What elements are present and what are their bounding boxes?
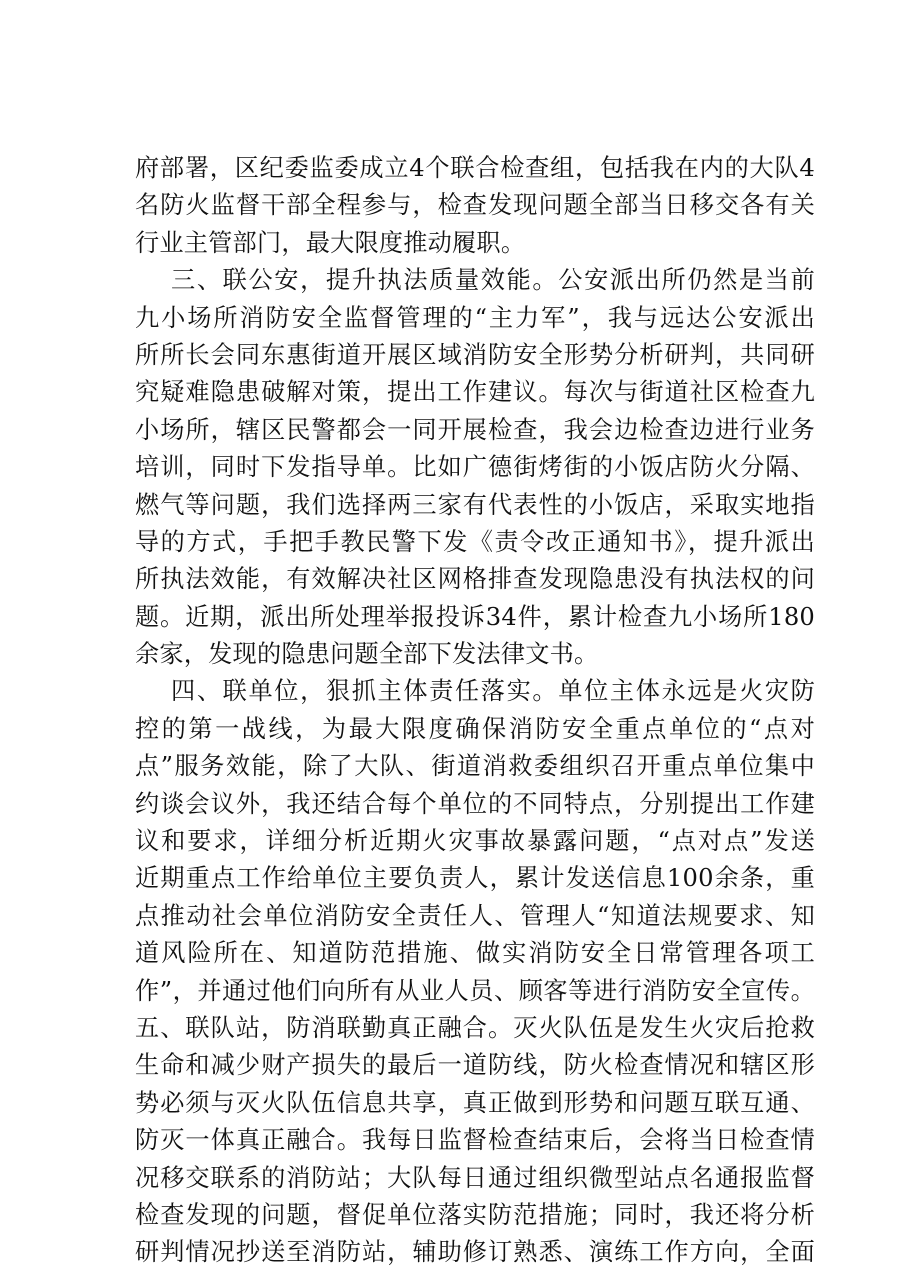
text-line: 小场所，辖区民警都会一同开展检查，我会边检查边进行业务 <box>135 415 815 444</box>
text-line: 研判情况抄送至消防站，辅助修订熟悉、演练工作方向，全面 <box>135 1238 815 1267</box>
text-line: 九小场所消防安全监督管理的“主力军”，我与远达公安派出 <box>135 303 815 332</box>
text-line: 生命和减少财产损失的最后一道防线，防火检查情况和辖区形 <box>135 1051 815 1080</box>
document-body <box>135 150 815 1272</box>
text-line: 约谈会议外，我还结合每个单位的不同特点，分别提出工作建 <box>135 789 815 818</box>
text-line: 议和要求，详细分析近期火灾事故暴露问题，“点对点”发送 <box>135 827 815 856</box>
text-line: 控的第一战线，为最大限度确保消防安全重点单位的“点对 <box>135 714 815 743</box>
text-line: 所执法效能，有效解决社区网格排查发现隐患没有执法权的问 <box>135 565 815 594</box>
text-line: 点推动社会单位消防安全责任人、管理人“知道法规要求、知 <box>135 901 815 930</box>
text-line: 培训，同时下发指导单。比如广德街烤街的小饭店防火分隔、 <box>135 453 815 482</box>
text-line: 府部署，区纪委监委成立4个联合检查组，包括我在内的大队4 <box>135 154 815 182</box>
text-line: 况移交联系的消防站；大队每日通过组织微型站点名通报监督 <box>135 1163 815 1192</box>
section-heading-line: 五、联队站，防消联勤真正融合。灭火队伍是发生火灾后抢救 <box>135 1013 815 1042</box>
text-line: 防灭一体真正融合。我每日监督检查结束后，会将当日检查情 <box>135 1126 815 1155</box>
text-line: 点”服务效能，除了大队、街道消救委组织召开重点单位集中 <box>135 752 815 781</box>
section-heading-line: 四、联单位，狠抓主体责任落实。单位主体永远是火灾防 <box>171 677 815 706</box>
text-line: 题。近期，派出所处理举报投诉34件，累计检查九小场所180 <box>135 602 815 631</box>
text-line: 名防火监督干部全程参与，检查发现问题全部当日移交各有关 <box>135 191 815 220</box>
text-line: 行业主管部门，最大限度推动履职。 <box>135 228 526 257</box>
text-line: 势必须与灭火队伍信息共享，真正做到形势和问题互联互通、 <box>135 1088 815 1117</box>
text-line: 燃气等问题，我们选择两三家有代表性的小饭店，采取实地指 <box>135 490 815 519</box>
text-line: 导的方式，手把手教民警下发《责令改正通知书》，提升派出 <box>135 527 815 556</box>
text-line: 所所长会同东惠街道开展区域消防安全形势分析研判，共同研 <box>135 340 815 369</box>
text-line: 究疑难隐患破解对策，提出工作建议。每次与街道社区检查九 <box>135 378 815 407</box>
section-heading-line: 三、联公安，提升执法质量效能。公安派出所仍然是当前 <box>171 266 815 295</box>
text-line: 近期重点工作给单位主要负责人，累计发送信息100余条，重 <box>135 864 815 893</box>
text-line: 作”，并通过他们向所有从业人员、顾客等进行消防安全宣传。 <box>135 976 815 1005</box>
text-line: 道风险所在、知道防范措施、做实消防安全日常管理各项工 <box>135 939 815 968</box>
text-line: 余家，发现的隐患问题全部下发法律文书。 <box>135 640 599 669</box>
text-line: 检查发现的问题，督促单位落实防范措施；同时，我还将分析 <box>135 1200 815 1229</box>
